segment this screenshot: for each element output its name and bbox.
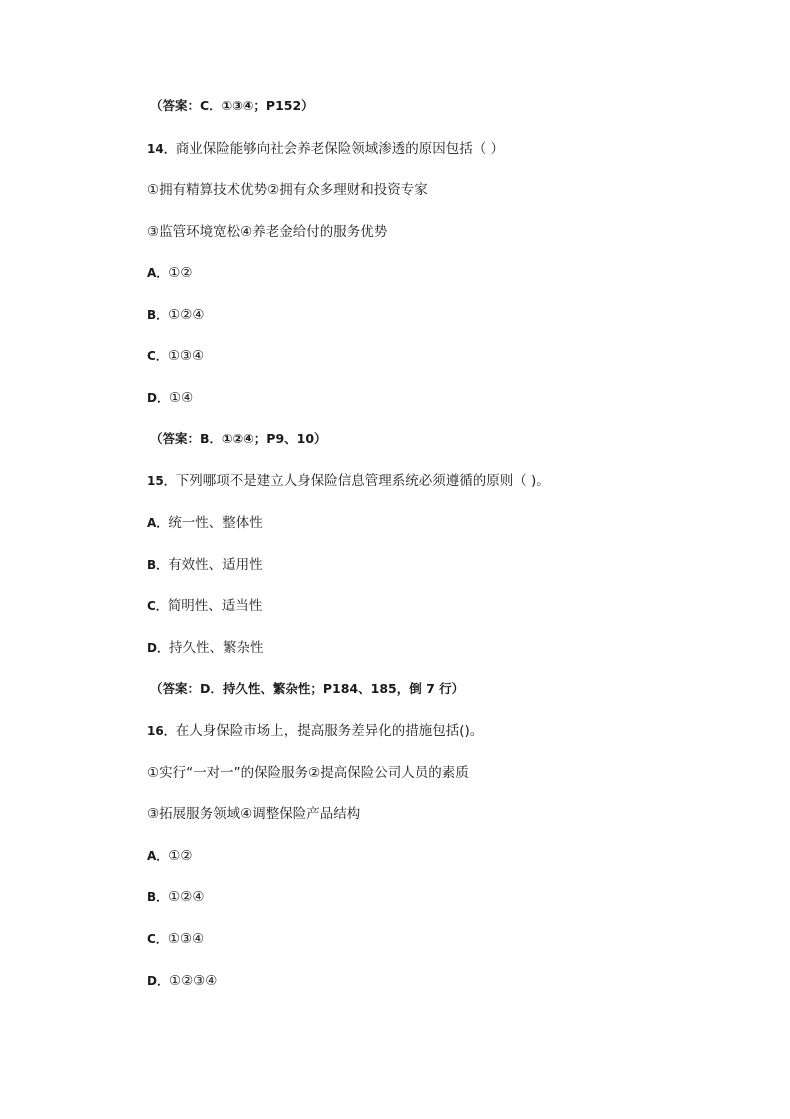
option-letter: D．	[147, 641, 169, 655]
question-14-number: 14．	[147, 142, 176, 156]
question-14-option-c	[147, 347, 204, 365]
option-letter: B．	[147, 308, 169, 322]
question-16-option-b	[147, 888, 204, 906]
option-text: ①②③④	[168, 973, 218, 989]
option-text: ①②④	[168, 307, 205, 323]
question-15-option-c	[147, 597, 262, 615]
question-16-option-a	[147, 847, 193, 865]
question-16	[147, 722, 483, 740]
question-15-option-a	[147, 514, 263, 532]
question-16-premise-2: ③拓展服务领域④调整保险产品结构	[147, 806, 361, 822]
option-letter: C．	[147, 932, 168, 946]
answer-14: （答案：B．①②④；P9、10）	[150, 431, 327, 446]
question-15-number: 15．	[147, 474, 176, 488]
option-text: ①②	[168, 265, 193, 281]
answer-15: （答案：D．持久性、繁杂性；P184、185，倒 7 行）	[150, 681, 465, 696]
option-text: 有效性、适用性	[168, 557, 263, 573]
option-letter: C．	[147, 599, 168, 613]
option-text: ①④	[168, 390, 194, 406]
question-15-option-b	[147, 556, 263, 574]
question-14-option-d	[147, 389, 193, 407]
option-text: ①②	[168, 848, 193, 864]
question-15	[147, 472, 550, 490]
option-text: 统一性、整体性	[168, 515, 263, 531]
option-text: ①③④	[167, 931, 205, 947]
question-14-premise-1: ①拥有精算技术优势②拥有众多理财和投资专家	[147, 182, 428, 198]
question-14-option-b	[147, 306, 204, 324]
option-letter: D．	[147, 974, 169, 988]
question-14-text: 商业保险能够向社会养老保险领域渗透的原因包括（ ）	[175, 141, 504, 157]
question-16-option-c	[147, 930, 204, 948]
option-text: 持久性、繁杂性	[168, 640, 264, 656]
question-15-text: 下列哪项不是建立人身保险信息管理系统必须遵循的原则（ )。	[175, 473, 550, 489]
option-letter: A．	[147, 516, 169, 530]
option-letter: C．	[147, 349, 168, 363]
option-letter: A．	[147, 266, 169, 280]
option-letter: A．	[147, 849, 169, 863]
option-letter: D．	[147, 391, 169, 405]
option-text: 简明性、适当性	[167, 598, 263, 614]
question-14	[147, 140, 504, 158]
question-14-premise-2: ③监管环境宽松④养老金给付的服务优势	[147, 224, 388, 240]
question-16-option-d	[147, 972, 217, 990]
question-16-premise-1: ①实行“一对一”的保险服务②提高保险公司人员的素质	[147, 765, 469, 781]
question-15-option-d	[147, 639, 263, 657]
question-14-option-a	[147, 264, 193, 282]
answer-13: （答案：C．①③④；P152）	[150, 98, 314, 113]
question-16-number: 16．	[147, 724, 176, 738]
option-text: ①②④	[168, 889, 205, 905]
option-text: ①③④	[167, 348, 205, 364]
option-letter: B．	[147, 890, 169, 904]
question-16-text: 在人身保险市场上，提高服务差异化的措施包括()。	[175, 723, 484, 739]
option-letter: B．	[147, 558, 169, 572]
